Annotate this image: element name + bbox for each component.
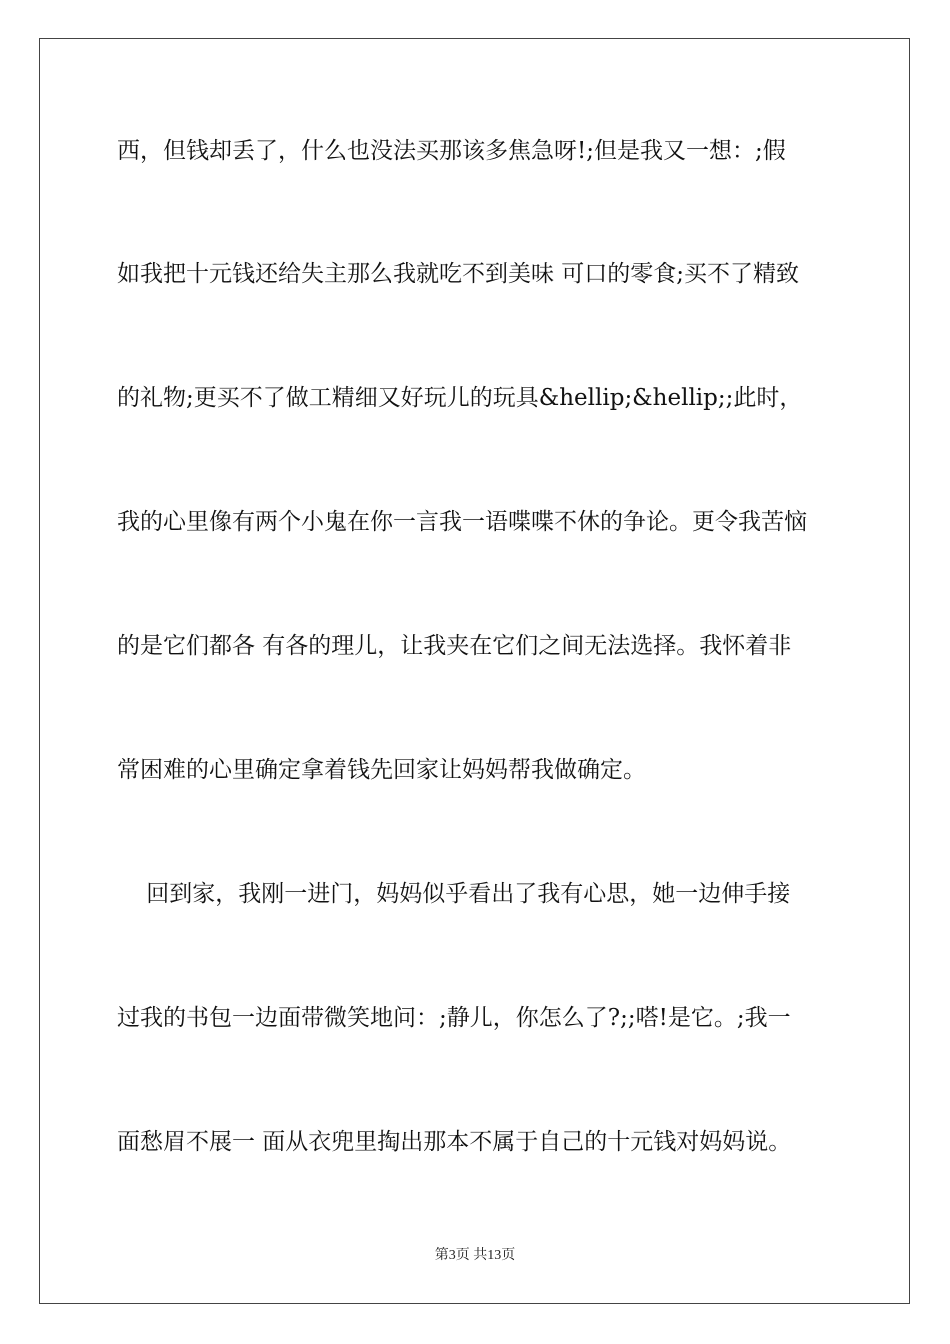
body-text-line: 过我的书包一边面带微笑地问：;静儿，你怎么了?;;嗒!是它。;我一 bbox=[117, 1005, 791, 1031]
body-text-line: 的礼物;更买不了做工精细又好玩儿的玩具&hellip;&hellip;;此时， bbox=[117, 385, 803, 411]
paragraph-start-line: 回到家，我刚一进门，妈妈似乎看出了我有心思，她一边伸手接 bbox=[117, 881, 791, 907]
page-border bbox=[39, 38, 910, 1304]
body-text-line: 的是它们都各 有各的理儿，让我夹在它们之间无法选择。我怀着非 bbox=[117, 633, 792, 659]
body-text-line: 西，但钱却丢了，什么也没法买那该多焦急呀!;但是我又一想：;假 bbox=[117, 138, 786, 164]
body-text-line: 我的心里像有两个小鬼在你一言我一语喋喋不休的争论。更令我苦恼 bbox=[117, 509, 807, 535]
body-text-line: 面愁眉不展一 面从衣兜里掏出那本不属于自己的十元钱对妈妈说。 bbox=[117, 1129, 792, 1155]
page-number-footer: 第3页 共13页 bbox=[434, 1248, 516, 1263]
body-text-line: 常困难的心里确定拿着钱先回家让妈妈帮我做确定。 bbox=[117, 757, 646, 783]
body-text-line: 如我把十元钱还给失主那么我就吃不到美味 可口的零食;买不了精致 bbox=[117, 261, 800, 287]
